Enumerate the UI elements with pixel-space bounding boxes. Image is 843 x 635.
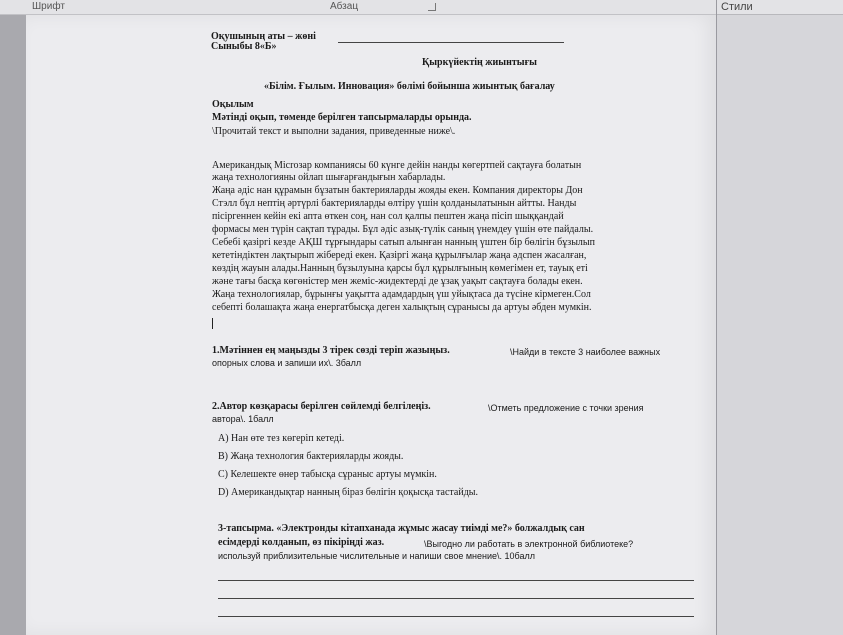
text-line: Себебі қазіргі кезде АҚШ тұрғындары сатып алынған нанның үштен бір бөлігін бұзылып [212,237,595,248]
question-1-kz: 1.Мәтіннен ең маңызды 3 тірек сөзді теріп жазыңыз. [212,345,450,356]
left-margin-area [0,15,26,635]
name-underline [338,42,564,43]
answer-line[interactable] [218,616,694,617]
text-line: себепті болашақта жаңа енергатбысқа деген халықтың сұранысы да артуы әбден мумкін. [212,302,592,313]
option-c[interactable]: С) Келешекте өнер табысқа сұраныс артуы мүмкін. [218,469,437,480]
text-line: формасы мен түрін сақтап тұрады. Бұл әдіс азық-түлік саның үнемдеу үшін өте пайдалы. [212,224,594,235]
text-line: және тағы басқа көгөністер мен жеміс-жидектерді де ұзақ уақыт сақтауға болады екен. [212,276,583,287]
answer-line[interactable] [218,580,694,581]
student-name-line: Оқушының аты – жөні [211,31,316,42]
text-line: кететіндіктен лақтырып жібереді екен. Қазіргі жаңа құрылғылар жаңа әдспен жасалған, [212,250,587,261]
text-line: Американдық Microзар компаниясы 60 күнге дейін нанды көгертпей сақтауға болатын [212,160,582,171]
task-instruction-ru: \Прочитай текст и выполни задания, приведенные ниже\. [212,126,456,137]
styles-pane[interactable] [716,0,843,635]
question-1-ru-cont: опорных слова и запиши их\. 3балл [212,358,362,368]
reading-heading: Оқылым [212,99,254,110]
answer-line[interactable] [218,598,694,599]
question-2-ru-cont: автора\. 1балл [212,414,274,424]
quarter-title: Қыркүйектің жиынтығы [422,57,537,68]
paragraph-dialog-launcher-icon[interactable] [428,3,436,11]
ribbon-group-paragraph[interactable]: Абзац [330,1,359,12]
task-instruction-kz: Мәтінді оқып, төменде берілген тапсырмаларды орында. [212,112,472,123]
question-1-ru: \Найди в тексте 3 наиболее важных [510,347,661,357]
text-cursor [212,318,213,329]
option-d[interactable]: D) Американдықтар нанның біраз бөлігін қоқысқа тастайды. [218,487,479,498]
text-line: пісіргеннен кейін екі апта өткен соң, нан сол қалпы пештен жаңа пісіп шыққандай [212,211,564,222]
question-3-line-2-ru: \Выгодно ли работать в электронной библиотеке? [424,539,634,549]
class-line: Сыныбы 8«Б» [211,41,277,52]
text-line: көздің жауын алады.Нанның бұзылуына қарсы бұл құрылғының көмегімен ет, тауық еті [212,263,588,274]
question-2-kz: 2.Автор көзқарасы берілген сөйлемді белгілеңіз. [212,401,431,412]
question-3-line-2-kz: есімдерді колданып, өз пікіріңді жаз. [218,537,385,548]
ribbon-group-font[interactable]: Шрифт [32,1,65,12]
text-line: Жаңа технологиялар, бұрынғы уақытта адамдардың үш уйықтаса да түсіне кірмеген.Сол [212,289,591,300]
question-2-ru: \Отметь предложение с точки зрения [488,403,644,413]
document-page[interactable] [26,15,716,635]
styles-pane-title: Стили [717,0,843,15]
option-b[interactable]: В) Жаңа технология бактерияларды жояды. [218,451,404,462]
section-title: «Білім. Ғылым. Инновация» бөлімі бойынша жиынтық бағалау [264,81,555,92]
text-line: Стэлл бұл нептің әртүрлі бактерияларды өлтіру үшін қолданылатынын айтты. Нанды [212,198,577,209]
document-body [26,15,716,635]
option-a[interactable]: А) Нан өте тез көгеріп кетеді. [218,433,345,444]
question-3-line-1: 3-тапсырма. «Электронды кітапханада жұмыс жасау тиімді ме?» болжалдық сан [218,523,585,534]
question-3-line-3: используй приблизительные числительные и напиши свое мнение\. 10балл [218,551,535,561]
text-line: жаңа технологияны ойлап шығарғандығын хабарлады. [212,172,446,183]
text-line: Жаңа әдіс нан құрамын бұзатын бактерияларды жояды екен. Компания директоры Дон [212,185,583,196]
